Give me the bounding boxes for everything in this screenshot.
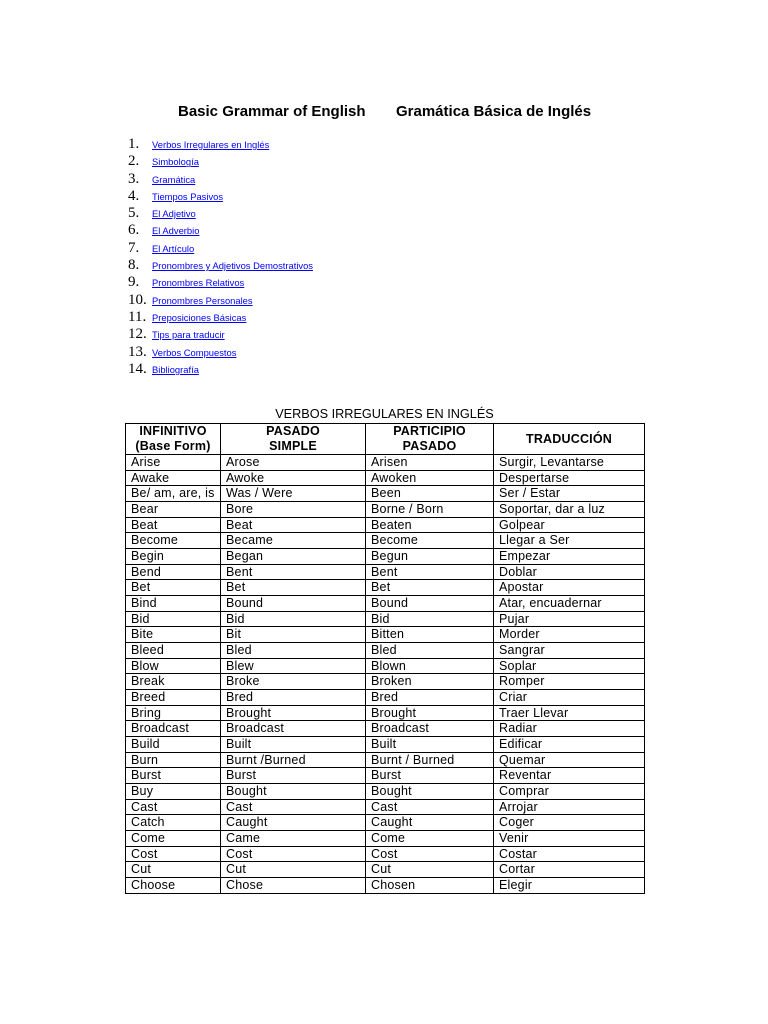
table-row [126, 455, 645, 471]
toc-item [128, 292, 313, 309]
cell-infinitive: Awake [126, 470, 221, 486]
cell-past-participle: Built [366, 737, 494, 753]
cell-past-simple: Broadcast [221, 721, 366, 737]
column-header-infinitive [126, 424, 221, 455]
cell-past-participle: Awoken [366, 470, 494, 486]
cell-translation: Pujar [494, 611, 645, 627]
cell-past-simple: Bore [221, 502, 366, 518]
toc-item [128, 274, 313, 291]
toc-number: 7. [128, 239, 140, 256]
cell-translation: Despertarse [494, 470, 645, 486]
cell-past-simple: Chose [221, 878, 366, 894]
cell-infinitive: Bite [126, 627, 221, 643]
table-row [126, 752, 645, 768]
toc-number: 14. [128, 360, 147, 377]
cell-infinitive: Come [126, 831, 221, 847]
cell-past-simple: Bred [221, 690, 366, 706]
toc-number: 9. [128, 274, 140, 291]
table-row [126, 831, 645, 847]
cell-translation: Costar [494, 846, 645, 862]
toc-number: 2. [128, 153, 140, 170]
cell-translation: Sangrar [494, 643, 645, 659]
cell-past-simple: Burst [221, 768, 366, 784]
cell-translation: Soportar, dar a luz [494, 502, 645, 518]
toc-number: 10. [128, 291, 147, 308]
cell-past-simple: Awoke [221, 470, 366, 486]
cell-past-participle: Blown [366, 658, 494, 674]
cell-translation: Ser / Estar [494, 486, 645, 502]
cell-past-simple: Was / Were [221, 486, 366, 502]
toc-link[interactable]: El Artículo [152, 242, 195, 254]
cell-past-simple: Built [221, 737, 366, 753]
cell-translation: Coger [494, 815, 645, 831]
table-row [126, 533, 645, 549]
toc-number: 13. [128, 343, 147, 360]
cell-past-participle: Bitten [366, 627, 494, 643]
cell-translation: Quemar [494, 752, 645, 768]
header-line: PARTICIPIO [393, 424, 466, 438]
cell-past-participle: Burnt / Burned [366, 752, 494, 768]
cell-translation: Apostar [494, 580, 645, 596]
toc-item [128, 361, 313, 378]
cell-past-simple: Bid [221, 611, 366, 627]
cell-infinitive: Burn [126, 752, 221, 768]
toc-number: 1. [128, 136, 140, 152]
table-body [126, 455, 645, 894]
cell-past-participle: Cost [366, 846, 494, 862]
cell-translation: Atar, encuadernar [494, 596, 645, 612]
cell-translation: Cortar [494, 862, 645, 878]
table-row [126, 611, 645, 627]
cell-translation: Radiar [494, 721, 645, 737]
irregular-verbs-table [125, 423, 645, 894]
cell-translation: Comprar [494, 784, 645, 800]
cell-infinitive: Choose [126, 878, 221, 894]
table-row [126, 705, 645, 721]
table-row [126, 799, 645, 815]
cell-past-simple: Bit [221, 627, 366, 643]
cell-translation: Surgir, Levantarse [494, 455, 645, 471]
cell-translation: Doblar [494, 564, 645, 580]
cell-translation: Romper [494, 674, 645, 690]
table-row [126, 517, 645, 533]
cell-infinitive: Blow [126, 658, 221, 674]
cell-translation: Criar [494, 690, 645, 706]
toc-link[interactable]: El Adjetivo [152, 208, 196, 220]
cell-past-participle: Broadcast [366, 721, 494, 737]
cell-past-participle: Cut [366, 862, 494, 878]
cell-past-simple: Cost [221, 846, 366, 862]
toc-number: 5. [128, 205, 140, 222]
toc-item [128, 326, 313, 343]
cell-past-simple: Cut [221, 862, 366, 878]
table-row [126, 878, 645, 894]
cell-past-simple: Broke [221, 674, 366, 690]
header-line: INFINITIVO [139, 424, 207, 438]
cell-infinitive: Be/ am, are, is [126, 486, 221, 502]
cell-past-participle: Brought [366, 705, 494, 721]
cell-past-participle: Bet [366, 580, 494, 596]
toc-number: 6. [128, 222, 140, 239]
cell-past-simple: Cast [221, 799, 366, 815]
table-row [126, 564, 645, 580]
cell-past-participle: Bled [366, 643, 494, 659]
page-title-english: Basic Grammar of English [178, 103, 366, 120]
cell-past-participle: Bid [366, 611, 494, 627]
table-row [126, 549, 645, 565]
cell-infinitive: Bring [126, 705, 221, 721]
table-of-contents [128, 136, 313, 378]
toc-item [128, 205, 313, 222]
cell-infinitive: Bind [126, 596, 221, 612]
cell-infinitive: Arise [126, 455, 221, 471]
cell-infinitive: Bet [126, 580, 221, 596]
toc-item [128, 153, 313, 170]
cell-translation: Edificar [494, 737, 645, 753]
table-row [126, 815, 645, 831]
cell-infinitive: Beat [126, 517, 221, 533]
column-header-translation [494, 424, 645, 455]
cell-past-simple: Bled [221, 643, 366, 659]
toc-link[interactable]: Tiempos Pasivos [152, 190, 224, 202]
cell-infinitive: Begin [126, 549, 221, 565]
cell-past-participle: Arisen [366, 455, 494, 471]
toc-link[interactable]: Verbos Compuestos [152, 346, 237, 358]
toc-link[interactable]: Bibliografía [152, 363, 199, 375]
cell-translation: Arrojar [494, 799, 645, 815]
cell-past-simple: Arose [221, 455, 366, 471]
cell-past-participle: Borne / Born [366, 502, 494, 518]
cell-past-simple: Bound [221, 596, 366, 612]
table-row [126, 658, 645, 674]
cell-infinitive: Breed [126, 690, 221, 706]
cell-translation: Reventar [494, 768, 645, 784]
cell-translation: Morder [494, 627, 645, 643]
header-line: SIMPLE [269, 439, 317, 453]
toc-link[interactable]: Verbos Irregulares en Inglés [152, 139, 270, 150]
toc-link[interactable]: El Adverbio [152, 225, 200, 237]
cell-past-participle: Caught [366, 815, 494, 831]
cell-past-simple: Caught [221, 815, 366, 831]
table-row [126, 737, 645, 753]
cell-past-simple: Bet [221, 580, 366, 596]
cell-translation: Golpear [494, 517, 645, 533]
cell-past-participle: Come [366, 831, 494, 847]
cell-translation: Venir [494, 831, 645, 847]
cell-infinitive: Burst [126, 768, 221, 784]
toc-link[interactable]: Gramática [152, 173, 196, 185]
toc-item [128, 309, 313, 326]
table-row [126, 580, 645, 596]
cell-infinitive: Break [126, 674, 221, 690]
toc-number: 11. [128, 308, 147, 325]
cell-past-simple: Brought [221, 705, 366, 721]
cell-translation: Elegir [494, 878, 645, 894]
cell-past-participle: Bought [366, 784, 494, 800]
cell-past-simple: Began [221, 549, 366, 565]
cell-past-participle: Chosen [366, 878, 494, 894]
toc-link[interactable]: Pronombres y Adjetivos Demostrativos [152, 260, 313, 272]
table-header-row [126, 424, 645, 455]
toc-link[interactable]: Simbología [152, 156, 199, 168]
table-row [126, 596, 645, 612]
table-row [126, 627, 645, 643]
cell-infinitive: Build [126, 737, 221, 753]
toc-link[interactable]: Pronombres Personales [152, 294, 253, 306]
cell-infinitive: Bend [126, 564, 221, 580]
cell-past-participle: Bred [366, 690, 494, 706]
cell-infinitive: Catch [126, 815, 221, 831]
cell-past-simple: Blew [221, 658, 366, 674]
header-line: PASADO [402, 439, 457, 453]
cell-past-simple: Burnt /Burned [221, 752, 366, 768]
cell-infinitive: Broadcast [126, 721, 221, 737]
column-header-past-simple [221, 424, 366, 455]
cell-past-participle: Bound [366, 596, 494, 612]
toc-item [128, 222, 313, 239]
cell-translation: Soplar [494, 658, 645, 674]
table-row [126, 862, 645, 878]
page-title-spanish: Gramática Básica de Inglés [396, 103, 592, 120]
cell-past-participle: Burst [366, 768, 494, 784]
toc-item [128, 344, 313, 361]
cell-translation: Empezar [494, 549, 645, 565]
header-line: (Base Form) [135, 439, 211, 453]
cell-past-participle: Become [366, 533, 494, 549]
cell-infinitive: Cast [126, 799, 221, 815]
column-header-past-participle [366, 424, 494, 455]
table-row [126, 690, 645, 706]
toc-number: 3. [128, 170, 140, 187]
cell-past-simple: Bought [221, 784, 366, 800]
cell-past-participle: Been [366, 486, 494, 502]
toc-item [128, 188, 313, 205]
toc-number: 4. [128, 187, 140, 204]
toc-item [128, 171, 313, 188]
cell-infinitive: Bid [126, 611, 221, 627]
table-row [126, 470, 645, 486]
header-line: PASADO [266, 424, 320, 438]
table-row [126, 721, 645, 737]
cell-past-participle: Cast [366, 799, 494, 815]
table-row [126, 674, 645, 690]
table-row [126, 784, 645, 800]
toc-item [128, 257, 313, 274]
toc-link[interactable]: Pronombres Relativos [152, 277, 245, 289]
table-caption: VERBOS IRREGULARES EN INGLÉS [275, 407, 494, 421]
cell-past-participle: Bent [366, 564, 494, 580]
cell-past-participle: Broken [366, 674, 494, 690]
cell-infinitive: Bear [126, 502, 221, 518]
toc-number: 8. [128, 257, 140, 274]
cell-past-simple: Came [221, 831, 366, 847]
toc-item [128, 240, 313, 257]
cell-infinitive: Cut [126, 862, 221, 878]
cell-past-simple: Bent [221, 564, 366, 580]
cell-past-participle: Beaten [366, 517, 494, 533]
header-line: TRADUCCIÓN [525, 431, 613, 446]
cell-translation: Llegar a Ser [494, 533, 645, 549]
toc-link[interactable]: Preposiciones Básicas [152, 311, 247, 323]
toc-item [128, 136, 313, 153]
table-row [126, 643, 645, 659]
table-row [126, 846, 645, 862]
cell-infinitive: Cost [126, 846, 221, 862]
cell-past-participle: Begun [366, 549, 494, 565]
table-row [126, 768, 645, 784]
table-row [126, 502, 645, 518]
table-row [126, 486, 645, 502]
cell-translation: Traer Llevar [494, 705, 645, 721]
cell-infinitive: Become [126, 533, 221, 549]
cell-past-simple: Became [221, 533, 366, 549]
cell-past-simple: Beat [221, 517, 366, 533]
cell-infinitive: Bleed [126, 643, 221, 659]
cell-infinitive: Buy [126, 784, 221, 800]
toc-number: 12. [128, 326, 147, 343]
toc-link[interactable]: Tips para traducir [152, 329, 225, 341]
